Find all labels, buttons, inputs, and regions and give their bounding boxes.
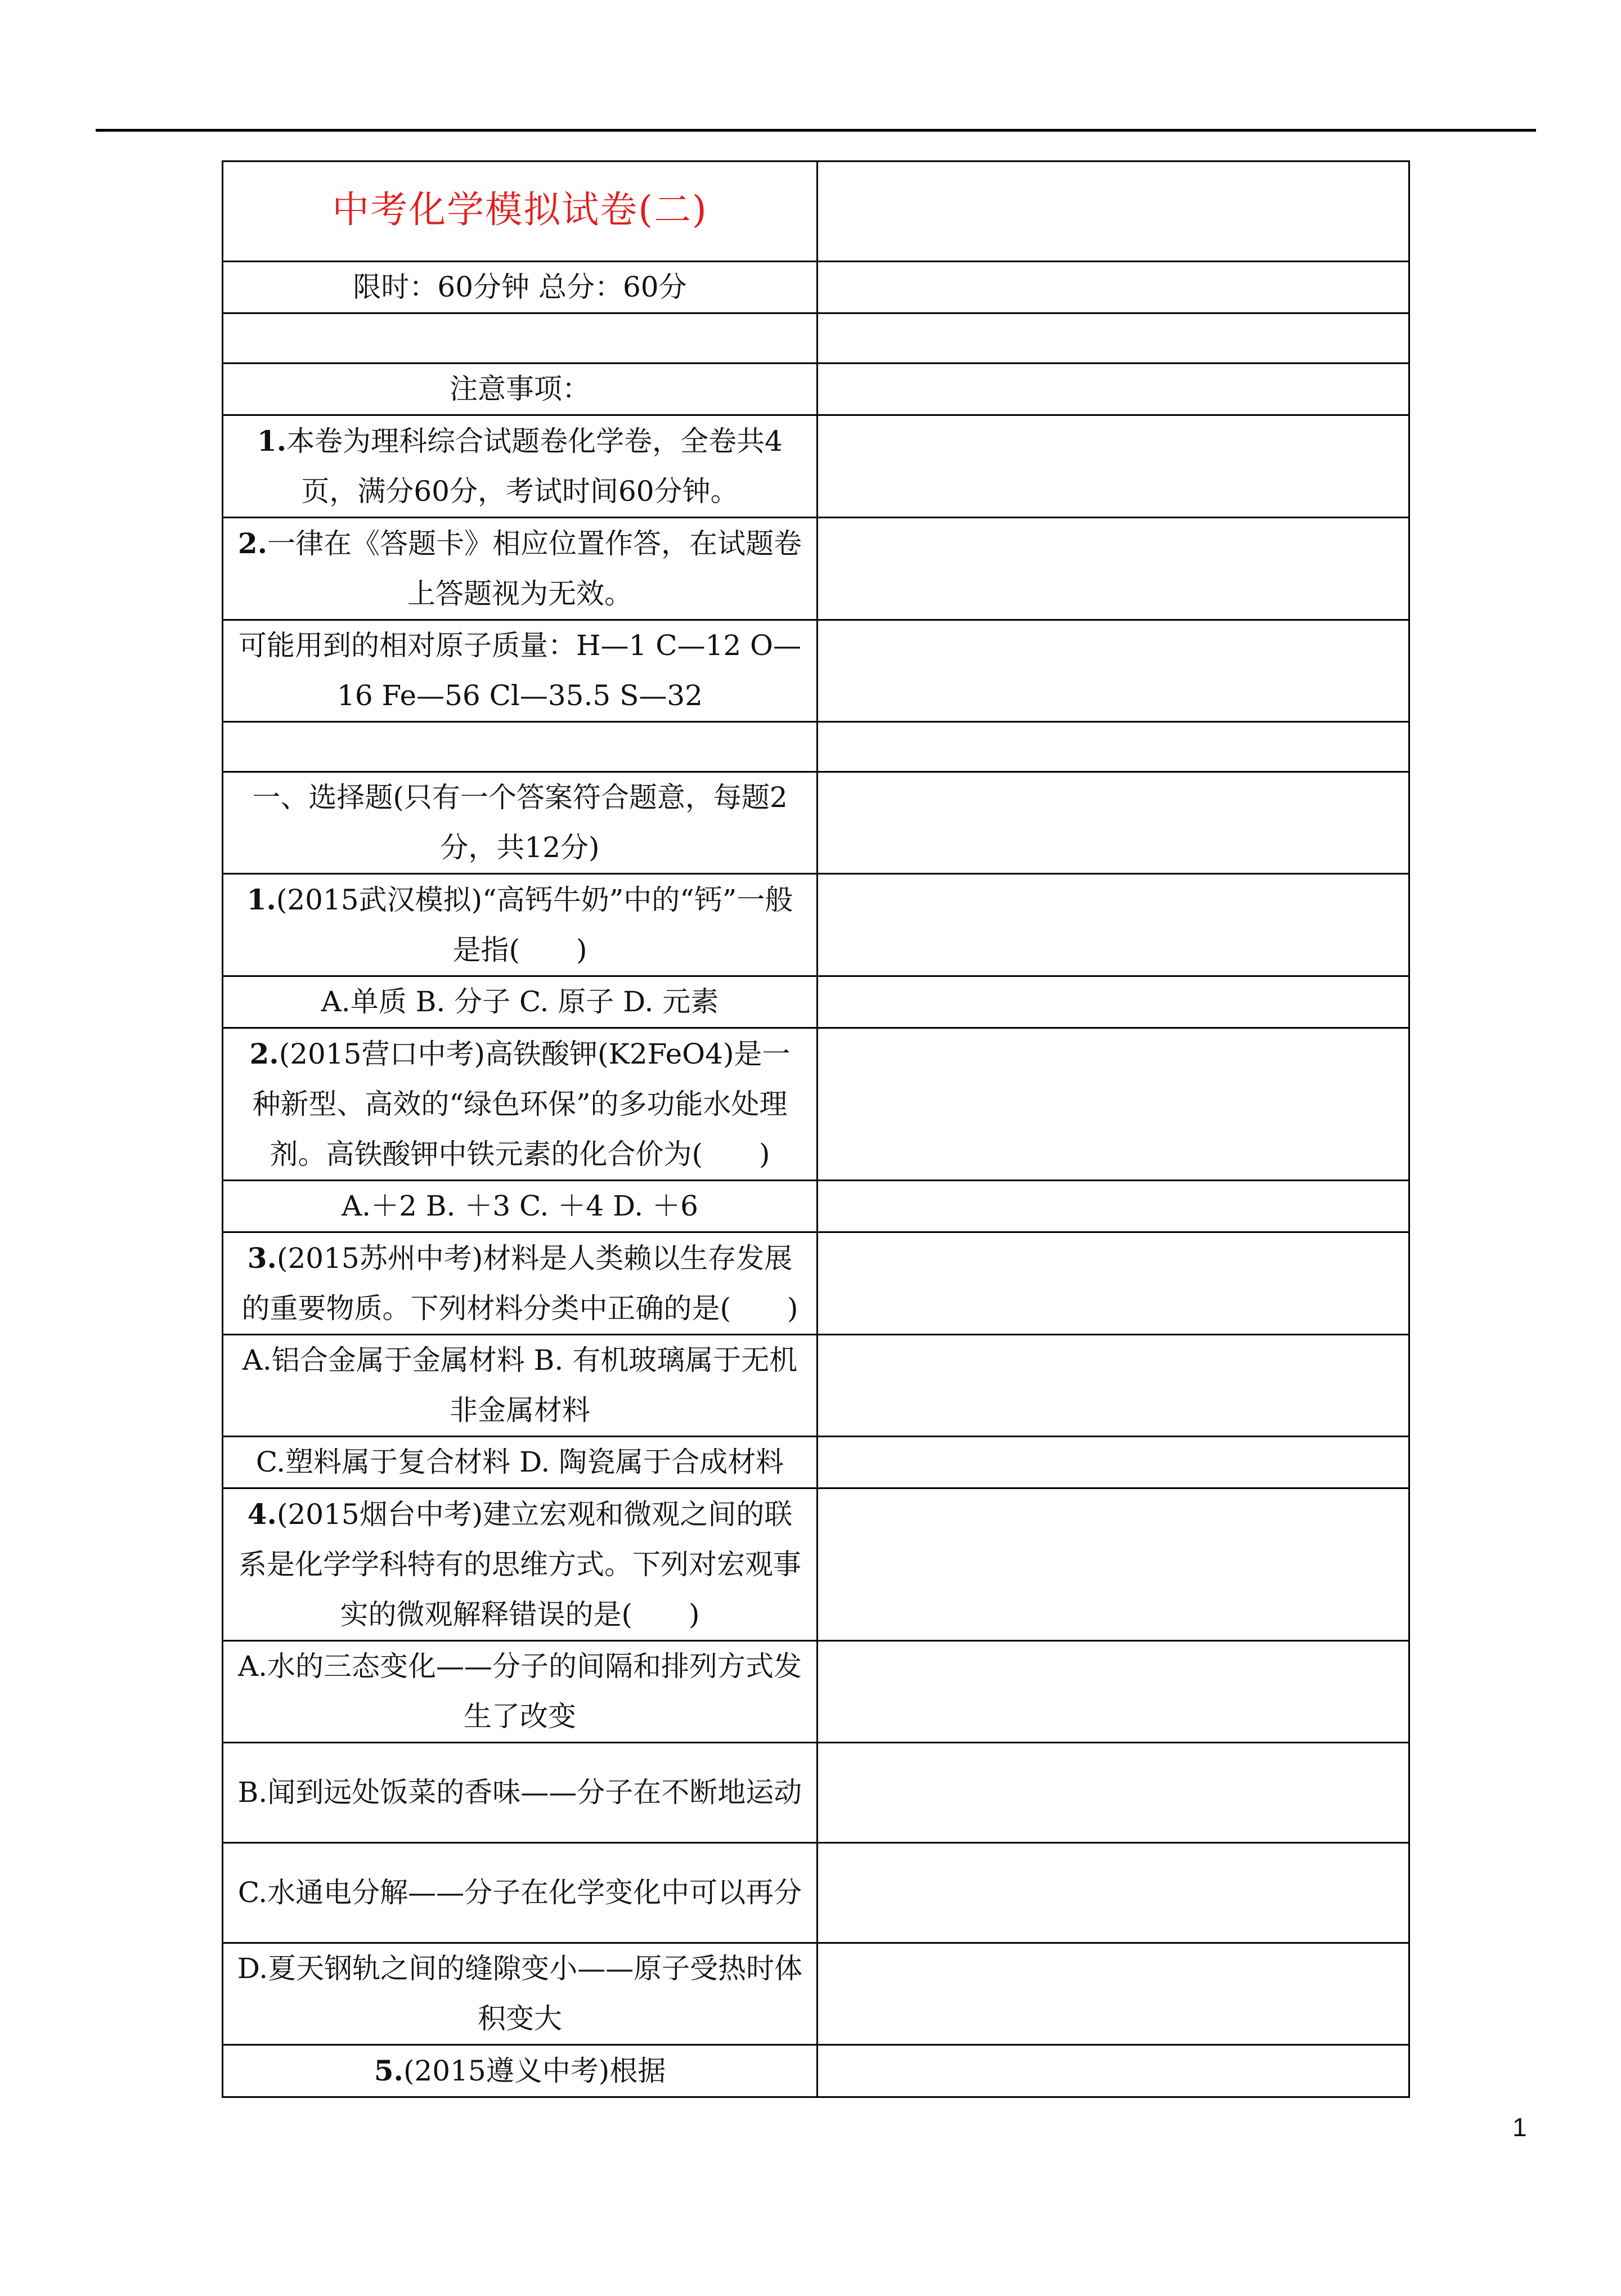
table-row <box>223 1641 1409 1743</box>
question-4-option-b: B.闻到远处饭菜的香味——分子在不断地运动 <box>223 1743 818 1843</box>
notice-text: 一律在《答题卡》相应位置作答，在试题卷上答题视为无效。 <box>267 527 802 610</box>
empty-cell <box>818 313 1409 364</box>
question-1-options: A.单质 B. 分子 C. 原子 D. 元素 <box>223 976 818 1028</box>
question-text: (2015营口中考)高铁酸钾(K2FeO4)是一种新型、高效的“绿色环保”的多功能水处理剂。高铁酸钾中铁元素的化合价为( ) <box>252 1038 791 1171</box>
notice-number: 1. <box>257 424 287 458</box>
table-row <box>223 1181 1409 1232</box>
empty-cell <box>818 415 1409 518</box>
table-row <box>223 1028 1409 1181</box>
empty-cell <box>818 1743 1409 1843</box>
empty-cell <box>818 1843 1409 1943</box>
time-limit: 限时：60分钟 总分：60分 <box>223 262 818 313</box>
empty-cell <box>818 1943 1409 2045</box>
empty-cell <box>818 1335 1409 1437</box>
exam-title: 中考化学模拟试卷(二) <box>332 188 708 231</box>
question-number: 1. <box>246 883 276 916</box>
table-row <box>223 364 1409 415</box>
empty-cell <box>818 1232 1409 1335</box>
question-4-option-a: A.水的三态变化——分子的间隔和排列方式发生了改变 <box>223 1641 818 1743</box>
empty-cell <box>818 976 1409 1028</box>
notice-text: 本卷为理科综合试题卷化学卷，全卷共4页，满分60分，考试时间60分钟。 <box>286 425 783 508</box>
empty-cell <box>223 313 818 364</box>
empty-cell <box>818 722 1409 772</box>
question-text: (2015烟台中考)建立宏观和微观之间的联系是化学学科特有的思维方式。下列对宏观事实的微观解释错误的是( ) <box>239 1498 801 1631</box>
question-2 <box>223 1028 818 1181</box>
table-row <box>223 2045 1409 2097</box>
atomic-masses: 可能用到的相对原子质量：H—1 C—12 O—16 Fe—56 Cl—35.5 S—32 <box>223 620 818 722</box>
empty-cell <box>818 1641 1409 1743</box>
table-row <box>223 1232 1409 1335</box>
question-4-option-c: C.水通电分解——分子在化学变化中可以再分 <box>223 1843 818 1943</box>
header-rule <box>96 129 1536 132</box>
table-row <box>223 1843 1409 1943</box>
empty-cell <box>818 772 1409 874</box>
table-row <box>223 1437 1409 1488</box>
notice-2 <box>223 518 818 620</box>
empty-cell <box>818 620 1409 722</box>
question-text: (2015苏州中考)材料是人类赖以生存发展的重要物质。下列材料分类中正确的是( ) <box>241 1242 798 1325</box>
table-row <box>223 1488 1409 1641</box>
table-row <box>223 620 1409 722</box>
table-row <box>223 415 1409 518</box>
empty-cell <box>818 2045 1409 2097</box>
empty-cell <box>818 364 1409 415</box>
table-row <box>223 874 1409 976</box>
question-2-options: A.＋2 B. ＋3 C. ＋4 D. ＋6 <box>223 1181 818 1232</box>
table-row <box>223 518 1409 620</box>
question-number: 3. <box>247 1241 277 1275</box>
empty-cell <box>818 262 1409 313</box>
question-3-options-cd: C.塑料属于复合材料 D. 陶瓷属于合成材料 <box>223 1437 818 1488</box>
table-row <box>223 976 1409 1028</box>
table-row <box>223 722 1409 772</box>
notice-1 <box>223 415 818 518</box>
table-row <box>223 772 1409 874</box>
empty-cell <box>818 1437 1409 1488</box>
empty-cell <box>818 1488 1409 1641</box>
question-number: 2. <box>249 1037 279 1070</box>
table-row <box>223 1335 1409 1437</box>
question-4-option-d: D.夏天钢轨之间的缝隙变小——原子受热时体积变大 <box>223 1943 818 2045</box>
question-text: (2015遵义中考)根据 <box>403 2055 666 2087</box>
question-1 <box>223 874 818 976</box>
empty-cell <box>818 162 1409 262</box>
notice-number: 2. <box>237 527 268 560</box>
question-text: (2015武汉模拟)“高钙牛奶”中的“钙”一般是指( ) <box>276 884 793 966</box>
question-3-options-ab: A.铝合金属于金属材料 B. 有机玻璃属于无机非金属材料 <box>223 1335 818 1437</box>
empty-cell <box>223 722 818 772</box>
table-row <box>223 1943 1409 2045</box>
question-4 <box>223 1488 818 1641</box>
question-number: 5. <box>374 2054 403 2087</box>
empty-cell <box>818 1028 1409 1181</box>
table-row <box>223 262 1409 313</box>
table-row <box>223 1743 1409 1843</box>
question-5 <box>223 2045 818 2097</box>
exam-table <box>222 160 1410 2098</box>
question-3 <box>223 1232 818 1335</box>
notice-heading: 注意事项： <box>223 364 818 415</box>
page-number: 1 <box>1512 2113 1527 2142</box>
table-row <box>223 313 1409 364</box>
empty-cell <box>818 518 1409 620</box>
section-heading: 一、选择题(只有一个答案符合题意，每题2分，共12分) <box>223 772 818 874</box>
empty-cell <box>818 874 1409 976</box>
exam-title-cell <box>223 162 818 262</box>
question-number: 4. <box>247 1497 277 1531</box>
empty-cell <box>818 1181 1409 1232</box>
title-row <box>223 162 1409 262</box>
